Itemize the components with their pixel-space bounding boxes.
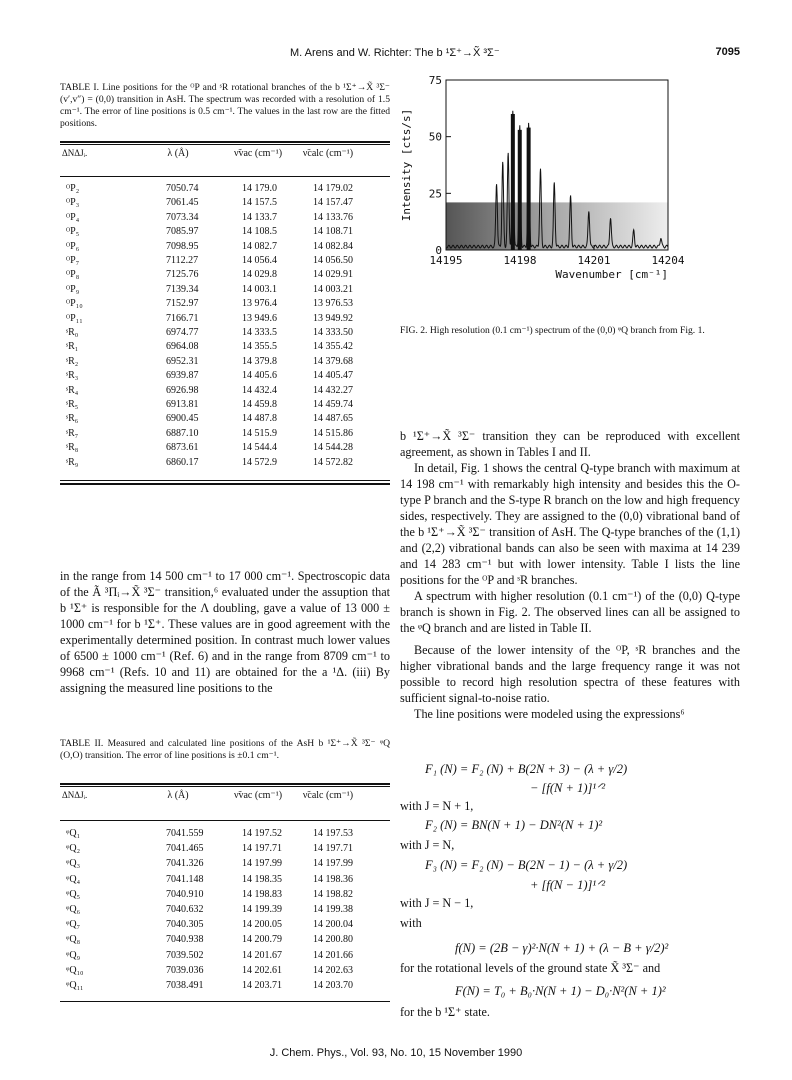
row-wavenumber-vac: 14 198.35 <box>242 873 282 885</box>
row-wavenumber-calc: 14 157.47 <box>313 197 353 209</box>
table-row <box>60 269 390 281</box>
table1-bottom-rule-2 <box>60 483 390 485</box>
table-row <box>60 356 390 368</box>
row-wavenumber-vac: 14 003.1 <box>242 283 277 295</box>
row-wavenumber-calc: 14 432.27 <box>313 384 353 396</box>
row-branch-label: ᴼP₆ <box>66 240 80 252</box>
row-wavenumber-calc: 14 572.82 <box>313 456 353 468</box>
row-wavelength: 6873.61 <box>166 442 199 454</box>
x-tick-label: 14198 <box>503 254 537 267</box>
row-wavenumber-vac: 14 200.79 <box>242 934 282 946</box>
row-wavelength: 7085.97 <box>166 226 199 238</box>
row-wavenumber-calc: 14 333.50 <box>313 327 353 338</box>
row-wavelength: 7041.148 <box>166 873 204 885</box>
table-row <box>60 313 390 325</box>
table-row <box>60 370 390 382</box>
row-wavenumber-vac: 14 459.8 <box>242 399 277 410</box>
page-number: 7095 <box>715 46 740 58</box>
row-branch-label: ᵠQ₁₀ <box>66 964 84 976</box>
equation-f3: F₃ (N) = F₂ (N) − B(2N − 1) − (λ + γ/2) <box>425 858 628 872</box>
right-paragraph-1: b ¹Σ⁺→X̃ ³Σ⁻ transition they can be reproduced with excellent agreement, as shown in Tables I and II. <box>400 429 740 459</box>
table-row <box>60 298 390 310</box>
row-branch-label: ˢR₉ <box>66 456 79 468</box>
table-row <box>60 843 390 855</box>
spectrum-chart <box>396 72 736 302</box>
row-wavenumber-calc: 14 379.68 <box>313 355 353 367</box>
row-wavenumber-calc: 13 949.92 <box>313 312 353 324</box>
row-wavelength: 6952.31 <box>166 355 199 367</box>
running-title: M. Arens and W. Richter: The b ¹Σ⁺→X̃ ³Σ⁻ <box>290 47 500 59</box>
equation-b-state: for the b ¹Σ⁺ state. <box>400 1005 490 1019</box>
row-branch-label: ˢR₃ <box>66 370 79 382</box>
left-paragraph: in the range from 14 500 cm⁻¹ to 17 000 cm⁻¹. Spectroscopic data of the Ã ³Πᵢ→X̃ ³Σ⁻ transition,⁶ evaluated under the assuption that b ¹Σ⁺ is responsible for the Λ doubling, gave a value of 13 000 ± 1000 cm⁻¹ for b ¹Σ⁺. These values are in good agreement with the experimentally determined position. In contrast much lower values of 6500 ± 1000 cm⁻¹ (Ref. 6) and in the range from 8709 cm⁻¹ to 9968 cm⁻¹ (Refs. 10 and 11) are obtained for the a ¹Δ. (iii) By assigning the measured line positions to the <box>60 569 390 695</box>
row-wavenumber-vac: 14 199.39 <box>242 904 282 915</box>
table2-bottom-rule <box>60 1001 390 1002</box>
row-wavenumber-vac: 14 029.8 <box>242 269 277 281</box>
journal-footer: J. Chem. Phys., Vol. 93, No. 10, 15 November 1990 <box>269 1047 523 1059</box>
row-wavenumber-calc: 14 199.38 <box>313 904 353 915</box>
row-wavenumber-calc: 14 197.71 <box>313 843 353 855</box>
row-branch-label: ᴼP₇ <box>66 255 80 266</box>
row-wavenumber-calc: 14 200.80 <box>313 934 353 946</box>
row-wavelength: 7041.326 <box>166 858 204 870</box>
x-axis-label: Wavenumber [cm⁻¹] <box>555 268 668 281</box>
y-axis-label: Intensity [cts/s] <box>400 108 413 222</box>
row-wavenumber-vac: 14 200.05 <box>242 919 282 931</box>
table1-header-branch: ΔNΔJᵢ. <box>62 148 88 158</box>
table1-header-lambda: λ (Å) <box>167 148 189 159</box>
row-wavelength: 6913.81 <box>166 399 199 410</box>
row-wavenumber-vac: 14 197.71 <box>242 843 282 855</box>
table-row <box>60 327 390 339</box>
equation-f2: F₂ (N) = BN(N + 1) − DN²(N + 1)² <box>425 818 603 832</box>
row-branch-label: ᵠQ₁ <box>66 828 81 839</box>
equation-with: with <box>400 916 422 930</box>
row-branch-label: ˢR₈ <box>66 442 79 454</box>
row-wavelength: 7039.036 <box>166 964 204 976</box>
table-row <box>60 226 390 238</box>
table-row <box>60 399 390 411</box>
row-wavenumber-calc: 14 515.86 <box>313 427 353 439</box>
row-wavenumber-vac: 14 572.9 <box>242 456 277 468</box>
row-wavenumber-calc: 14 355.42 <box>313 341 353 353</box>
table2-header-calc: ν̃calc (cm⁻¹) <box>302 790 354 801</box>
row-wavenumber-vac: 14 202.61 <box>242 964 282 976</box>
row-branch-label: ᴼP₄ <box>66 211 80 223</box>
table-row <box>60 428 390 440</box>
row-wavenumber-calc: 14 544.28 <box>313 442 353 454</box>
table-row <box>60 965 390 977</box>
table1-header-calc: ν̃calc (cm⁻¹) <box>302 148 354 159</box>
row-branch-label: ᵠQ₂ <box>66 843 81 855</box>
row-wavenumber-vac: 14 355.5 <box>242 341 277 353</box>
row-wavelength: 7166.71 <box>166 312 199 324</box>
table-row <box>60 457 390 469</box>
x-tick-label: 14204 <box>651 254 685 267</box>
row-wavenumber-calc: 14 405.47 <box>313 370 353 382</box>
row-wavenumber-vac: 14 544.4 <box>242 442 277 454</box>
row-wavenumber-vac: 14 379.8 <box>242 355 277 367</box>
row-wavelength: 6860.17 <box>166 456 199 468</box>
y-tick-label: 75 <box>428 74 442 87</box>
row-wavenumber-vac: 13 976.4 <box>242 298 277 310</box>
equation-ground-state: for the rotational levels of the ground state X̃ ³Σ⁻ and <box>400 961 661 975</box>
row-wavenumber-calc: 14 197.53 <box>313 828 353 839</box>
table1-top-rule <box>60 141 390 143</box>
table2-header-lambda: λ (Å) <box>167 790 189 801</box>
row-branch-label: ᴼP₂ <box>66 183 80 194</box>
equation-condition-2: with J = N, <box>400 838 455 852</box>
row-wavenumber-vac: 14 203.71 <box>242 980 282 991</box>
row-branch-label: ᵠQ₅ <box>66 888 81 900</box>
table-row <box>60 889 390 901</box>
row-wavelength: 6939.87 <box>166 370 199 382</box>
x-tick-label: 14195 <box>429 254 463 267</box>
row-branch-label: ᵠQ₃ <box>66 858 81 870</box>
row-wavenumber-calc: 14 200.04 <box>313 919 353 931</box>
row-wavelength: 7040.910 <box>166 888 204 900</box>
table2-caption: TABLE II. Measured and calculated line positions of the AsH b ¹Σ⁺→X̃ ³Σ⁻ ᵠQ (O,O) transition. The error of line positions is ±0.1 cm⁻¹. <box>60 738 390 761</box>
row-wavenumber-vac: 14 333.5 <box>242 327 277 338</box>
right-paragraph-4: Because of the lower intensity of the ᴼP, ˢR branches and the higher vibrational bands and the large frequency range it was not possible to record high resolution spectra of these features with sufficient signal-to-noise ratio. <box>400 643 740 705</box>
row-wavenumber-vac: 14 056.4 <box>242 255 277 266</box>
row-wavenumber-calc: 14 459.74 <box>313 399 353 410</box>
row-branch-label: ᴼP₈ <box>66 269 80 281</box>
row-wavelength: 7040.938 <box>166 934 204 946</box>
row-wavenumber-calc: 14 203.70 <box>313 980 353 991</box>
row-wavenumber-vac: 14 201.67 <box>242 949 282 961</box>
table-row <box>60 212 390 224</box>
table-row <box>60 413 390 425</box>
x-tick-label: 14201 <box>577 254 611 267</box>
row-wavelength: 6964.08 <box>166 341 199 353</box>
row-wavenumber-vac: 14 133.7 <box>242 211 277 223</box>
table1-header-rule <box>60 176 390 177</box>
table2-top-rule <box>60 783 390 785</box>
row-branch-label: ᴼP₃ <box>66 197 80 209</box>
row-wavenumber-vac: 14 179.0 <box>242 183 277 194</box>
row-wavenumber-calc: 14 133.76 <box>313 211 353 223</box>
row-wavelength: 7061.45 <box>166 197 199 209</box>
row-wavelength: 7040.305 <box>166 919 204 931</box>
row-branch-label: ᴼP₉ <box>66 283 80 295</box>
row-branch-label: ˢR₁ <box>66 341 79 353</box>
row-wavelength: 7098.95 <box>166 240 199 252</box>
table2-top-rule-2 <box>60 786 390 787</box>
row-branch-label: ᵠQ₆ <box>66 904 81 915</box>
right-paragraph-3: A spectrum with higher resolution (0.1 cm⁻¹) of the (0,0) Q-type branch is shown in Fig. 2. The observed lines can all be assigned to the ᵠQ branch and are listed in Table II. <box>400 589 740 635</box>
table-row <box>60 934 390 946</box>
row-branch-label: ᴼP₁₁ <box>66 312 83 324</box>
table-row <box>60 858 390 870</box>
row-wavenumber-calc: 14 201.66 <box>313 949 353 961</box>
row-wavelength: 7050.74 <box>166 183 199 194</box>
table-row <box>60 828 390 840</box>
right-paragraph-2: In detail, Fig. 1 shows the central Q-type branch with maximum at 14 198 cm⁻¹ with remarkably high intensity and besides this the O-type P branch and the S-type R branch on the low and high frequency sides, respectively. They are assigned to the (0,0) vibrational band of the b ¹Σ⁺→X̃ ³Σ⁻ transition of AsH. The Q-type branches of the (1,1) and (2,2) vibrational bands can also be seen with maxima at 14 239 and 14 283 cm⁻¹ but with lower intensity. Table I lists the line positions for the ᴼP and ˢR branches. <box>400 461 740 587</box>
row-wavelength: 7073.34 <box>166 211 199 223</box>
y-tick-label: 25 <box>428 187 442 201</box>
equation-Fn: F(N) = T₀ + B₀·N(N + 1) − D₀·N²(N + 1)² <box>455 984 666 998</box>
row-wavenumber-vac: 14 515.9 <box>242 427 277 439</box>
row-wavenumber-calc: 14 029.91 <box>313 269 353 281</box>
right-column-text <box>400 428 740 722</box>
row-branch-label: ᵠQ₉ <box>66 949 81 961</box>
row-wavenumber-vac: 14 197.99 <box>242 858 282 870</box>
table1-header-vac: ν̃vac (cm⁻¹) <box>233 148 283 159</box>
row-wavenumber-calc: 14 198.82 <box>313 888 353 900</box>
y-tick-label: 0 <box>435 244 442 257</box>
row-wavenumber-calc: 14 082.84 <box>313 240 353 252</box>
table-row <box>60 874 390 886</box>
row-wavenumber-calc: 14 202.63 <box>313 964 353 976</box>
equation-f3-cont: + [f(N − 1)]¹ᐟ² <box>530 878 606 892</box>
row-wavelength: 6974.77 <box>166 327 199 338</box>
row-wavenumber-vac: 13 949.6 <box>242 312 277 324</box>
row-wavenumber-vac: 14 157.5 <box>242 197 277 209</box>
row-wavelength: 7041.465 <box>166 843 204 855</box>
table-row <box>60 183 390 195</box>
row-branch-label: ᴼP₁₀ <box>66 298 83 310</box>
table-row <box>60 284 390 296</box>
row-wavenumber-vac: 14 487.8 <box>242 413 277 425</box>
row-branch-label: ˢR₂ <box>66 355 79 367</box>
table-row <box>60 385 390 397</box>
peak-bar <box>511 114 515 250</box>
row-wavenumber-calc: 14 487.65 <box>313 413 353 425</box>
row-wavelength: 6900.45 <box>166 413 199 425</box>
row-branch-label: ᴼP₅ <box>66 226 80 238</box>
left-column-text <box>60 568 390 696</box>
row-wavenumber-calc: 13 976.53 <box>313 298 353 310</box>
row-wavelength: 7125.76 <box>166 269 199 281</box>
row-branch-label: ˢR₄ <box>66 384 79 396</box>
peak-bar <box>518 130 522 250</box>
row-branch-label: ˢR₆ <box>66 413 79 425</box>
equation-fn: f(N) = (2B − γ)²·N(N + 1) + (λ − B + γ/2)² <box>455 941 669 955</box>
row-wavenumber-vac: 14 405.6 <box>242 370 277 382</box>
right-paragraph-5: The line positions were modeled using the expressions⁶ <box>414 707 685 721</box>
row-wavelength: 7039.502 <box>166 949 204 961</box>
row-wavenumber-calc: 14 197.99 <box>313 858 353 870</box>
row-wavenumber-vac: 14 197.52 <box>242 828 282 839</box>
table2-header-rule <box>60 820 390 821</box>
table-row <box>60 980 390 992</box>
row-wavenumber-vac: 14 432.4 <box>242 384 277 396</box>
row-wavelength: 7040.632 <box>166 904 204 915</box>
table1-top-rule-2 <box>60 144 390 145</box>
row-wavelength: 7112.27 <box>166 255 199 266</box>
table1-bottom-rule <box>60 480 390 481</box>
row-wavenumber-vac: 14 108.5 <box>242 226 277 238</box>
row-wavelength: 7038.491 <box>166 980 204 991</box>
table-row <box>60 442 390 454</box>
row-wavelength: 7152.97 <box>166 298 199 310</box>
y-tick-label: 50 <box>428 130 442 144</box>
row-branch-label: ᵠQ₈ <box>66 934 81 946</box>
table-row <box>60 241 390 253</box>
row-branch-label: ˢR₇ <box>66 427 79 439</box>
table-row <box>60 197 390 209</box>
equation-condition-3: with J = N − 1, <box>400 896 474 910</box>
row-wavenumber-calc: 14 179.02 <box>313 183 353 194</box>
row-branch-label: ˢR₅ <box>66 399 79 410</box>
table-row <box>60 904 390 916</box>
figure-2-caption: FIG. 2. High resolution (0.1 cm⁻¹) spectrum of the (0,0) ᵠQ branch from Fig. 1. <box>400 325 705 336</box>
row-wavenumber-calc: 14 108.71 <box>313 226 353 238</box>
row-branch-label: ˢR₀ <box>66 327 79 338</box>
row-wavenumber-vac: 14 198.83 <box>242 888 282 900</box>
table2-header-branch: ΔNΔJᵢ. <box>62 790 88 800</box>
table-row <box>60 919 390 931</box>
row-wavenumber-calc: 14 056.50 <box>313 255 353 266</box>
row-wavenumber-vac: 14 082.7 <box>242 240 277 252</box>
equation-f1-cont: − [f(N + 1)]¹ᐟ² <box>530 781 606 795</box>
row-wavenumber-calc: 14 003.21 <box>313 283 353 295</box>
table-row <box>60 341 390 353</box>
row-branch-label: ᵠQ₇ <box>66 919 81 931</box>
equation-condition-1: with J = N + 1, <box>400 799 474 813</box>
row-branch-label: ᵠQ₄ <box>66 873 81 885</box>
row-wavelength: 7041.559 <box>166 828 204 839</box>
table-row <box>60 950 390 962</box>
row-wavenumber-calc: 14 198.36 <box>313 873 353 885</box>
table-row <box>60 255 390 267</box>
table1-caption: TABLE I. Line positions for the ᴼP and ˢR rotational branches of the b ¹Σ⁺→X̃ ³Σ⁻ (v′,v″) = (0,0) transition in AsH. The spectrum was recorded with a resolution of 1.5 cm⁻¹. The error of line positions is 0.5 cm⁻¹. The values in the last row are the fitted positions. <box>60 82 390 129</box>
row-wavelength: 6887.10 <box>166 427 199 439</box>
row-wavelength: 6926.98 <box>166 384 199 396</box>
peak-bar <box>527 128 531 250</box>
figure-2 <box>396 72 736 302</box>
row-wavelength: 7139.34 <box>166 283 199 295</box>
equation-f1: F₁ (N) = F₂ (N) + B(2N + 3) − (λ + γ/2) <box>425 762 628 776</box>
row-branch-label: ᵠQ₁₁ <box>66 980 84 991</box>
table2-header-vac: ν̃vac (cm⁻¹) <box>233 790 283 801</box>
